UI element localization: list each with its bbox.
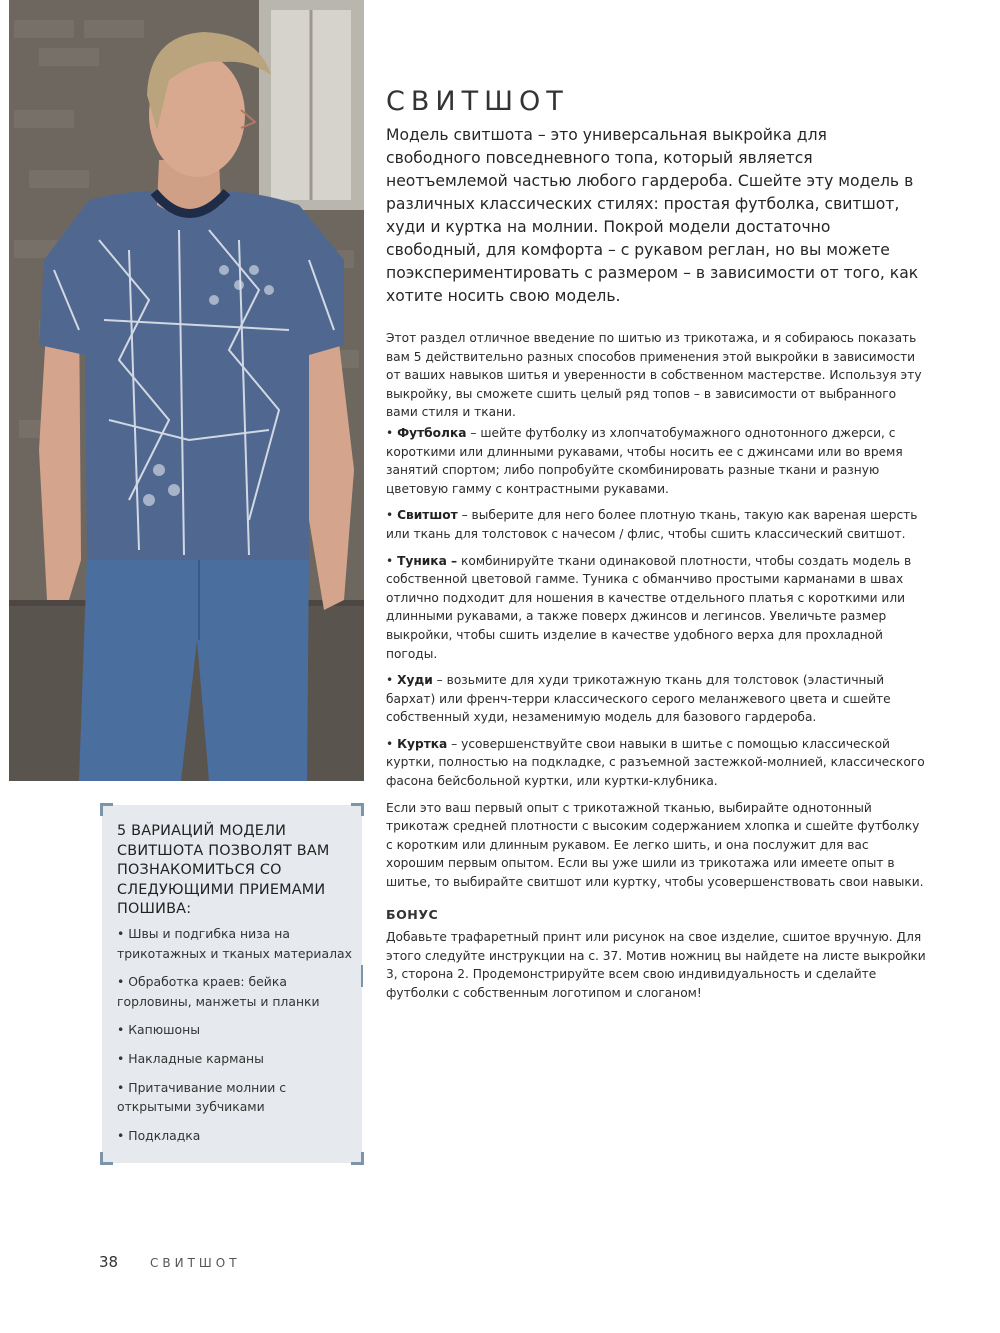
variant-text: – усовершенствуйте свои навыки в шитье с помощью классической куртки, полностью на подкладке, с разъемной застежкой-молнией, классического фасона бейсбольной куртки, или куртки-клубника. bbox=[386, 736, 925, 789]
variant-item: • Футболка – шейте футболку из хлопчатобумажного однотонного джерси, с короткими или длинными рукавами, чтобы носить ее с джинсами или во время занятий спортом; либо попробуйте скомбинировать разные ткани и разную цветовую гамму с контрастными рукавами. bbox=[386, 425, 903, 496]
list-item-text: Капюшоны bbox=[128, 1022, 200, 1038]
variant-text: – возьмите для худи трикотажную ткань для толстовок (эластичный бархат) или френч-терри классического серого меланжевого цвета и сшейте собственный худи, незаменимую модель для базового гардероба. bbox=[386, 673, 891, 725]
variant-text: комбинируйте ткани одинаковой плотности, чтобы создать модель в собственной цветовой гамме. Туника с обманчиво простыми карманами в швах отлично подходит для ношения в качестве отдельного платья с короткими или длинными рукавами, а также поверх джинсов и легинсов. Увеличьте размер выкройки, чтобы сшить изделие в качестве удобного верха для прохладной погоды. bbox=[386, 553, 912, 661]
box-corner bbox=[351, 803, 364, 816]
running-footer: СВИТШОТ bbox=[150, 1256, 241, 1270]
box-corner bbox=[100, 1152, 113, 1165]
techniques-list bbox=[117, 924, 357, 1154]
variant-name: Футболка bbox=[397, 425, 467, 440]
variant-name: Куртка bbox=[397, 736, 448, 751]
advice-paragraph: Если это ваш первый опыт с трикотажной тканью, выбирайте однотонный трикотаж средней плотности с высоким содержанием хлопка и сшейте футболку с коротким или длинным рукавом. Ее легко шить, и она послужит для вас хорошим первым опытом. Если вы уже шили из трикотажа или имеете опыт в шитье, то выбирайте свитшот или куртку, чтобы усовершенствовать свои навыки. bbox=[386, 800, 924, 890]
box-corner bbox=[100, 803, 113, 816]
list-item: • Обработка краев: бейка горловины, манжеты и планки bbox=[117, 974, 320, 1009]
variant-item: • Свитшот – выберите для него более плотную ткань, такую как вареная шерсть или ткань для толстовок с начесом / флис, чтобы сшить классический свитшот. bbox=[386, 508, 918, 541]
list-item: • Притачивание молнии с открытыми зубчиками bbox=[117, 1079, 287, 1115]
model-photo bbox=[9, 0, 364, 781]
variant-text: – выберите для него более плотную ткань, такую как вареная шерсть или ткань для толстовок с начесом / флис, чтобы сшить классический свитшот. bbox=[386, 508, 918, 541]
body-text bbox=[386, 329, 926, 1011]
techniques-heading: 5 ВАРИАЦИЙ МОДЕЛИ СВИТШОТА ПОЗВОЛЯТ ВАМ ПОЗНАКОМИТЬСЯ СО СЛЕДУЮЩИМИ ПРИЕМАМИ ПОШИВА: bbox=[117, 823, 330, 918]
page-title: СВИТШОТ bbox=[386, 86, 569, 117]
list-item: • Подкладка bbox=[117, 1127, 201, 1143]
list-item: • Накладные карманы bbox=[117, 1050, 264, 1066]
variant-name: Туника – bbox=[397, 553, 458, 568]
list-item-text: Накладные карманы bbox=[128, 1050, 264, 1066]
variant-text: – шейте футболку из хлопчатобумажного однотонного джерси, с короткими или длинными рукавами, чтобы носить ее с джинсами или во время занятий спортом; либо попробуйте скомбинировать разные ткани и разную цветовую гамму с контрастными рукавами. bbox=[386, 425, 903, 496]
lead-paragraph: Модель свитшота – это универсальная выкройка для свободного повседневного топа, который является неотъемлемой частью любого гардероба. Сшейте эту модель в различных классических стилях: простая футболка, свитшот, худи и куртка на молнии. Покрой модели достаточно свободный, для комфорта – с рукавом реглан, но вы можете поэкспериментировать с размером – в зависимости от того, как хотите носить свою модель. bbox=[386, 126, 919, 305]
list-item: • Швы и подгибка низа на трикотажных и тканых материалах bbox=[117, 926, 352, 961]
list-item-text: Швы и подгибка низа на трикотажных и тканых материалах bbox=[117, 926, 352, 961]
list-item-text: Обработка краев: бейка горловины, манжеты и планки bbox=[117, 974, 320, 1009]
variant-name: Свитшот bbox=[397, 508, 458, 523]
variant-item: • Туника – комбинируйте ткани одинаковой плотности, чтобы создать модель в собственной цветовой гамме. Туника с обманчиво простыми карманами в швах отлично подходит для ношения в качестве отдельного платья с короткими или длинными рукавами, а также поверх джинсов и легинсов. Увеличьте размер выкройки, чтобы сшить изделие в качестве удобного верха для прохладной погоды. bbox=[386, 553, 912, 661]
variant-item: • Худи – возьмите для худи трикотажную ткань для толстовок (эластичный бархат) или френч-терри классического серого меланжевого цвета и сшейте собственный худи, незаменимую модель для базового гардероба. bbox=[386, 673, 891, 725]
variant-name: Худи bbox=[397, 673, 433, 688]
bonus-heading: БОНУС bbox=[386, 906, 439, 922]
techniques-box bbox=[102, 805, 362, 1163]
list-item-text: Подкладка bbox=[128, 1127, 201, 1143]
page-number: 38 bbox=[99, 1253, 119, 1271]
box-edge-mark bbox=[361, 965, 363, 987]
bonus-paragraph: Добавьте трафаретный принт или рисунок на свое изделие, сшитое вручную. Для этого следуйте инструкции на с. 37. Мотив ножниц вы найдете на листе выкройки 3, сторона 2. Продемонстрируйте всем свою индивидуальность и сделайте футболки с собственным логотипом и слоганом! bbox=[386, 930, 926, 1000]
intro-paragraph: Этот раздел отличное введение по шитью из трикотажа, и я собираюсь показать вам 5 действительно разных способов применения этой выкройки в зависимости от ваших навыков шитья и уверенности в собственном мастерстве. Используя эту выкройку, вы сможете сшить целый ряд топов – в зависимости от выбранного вами стиля и ткани. bbox=[386, 331, 922, 420]
variant-item: • Куртка – усовершенствуйте свои навыки в шитье с помощью классической куртки, полностью на подкладке, с разъемной застежкой-молнией, классического фасона бейсбольной куртки, или куртки-клубника. bbox=[386, 736, 925, 789]
list-item: • Капюшоны bbox=[117, 1022, 200, 1038]
list-item-text: Притачивание молнии с открытыми зубчиками bbox=[117, 1079, 287, 1115]
